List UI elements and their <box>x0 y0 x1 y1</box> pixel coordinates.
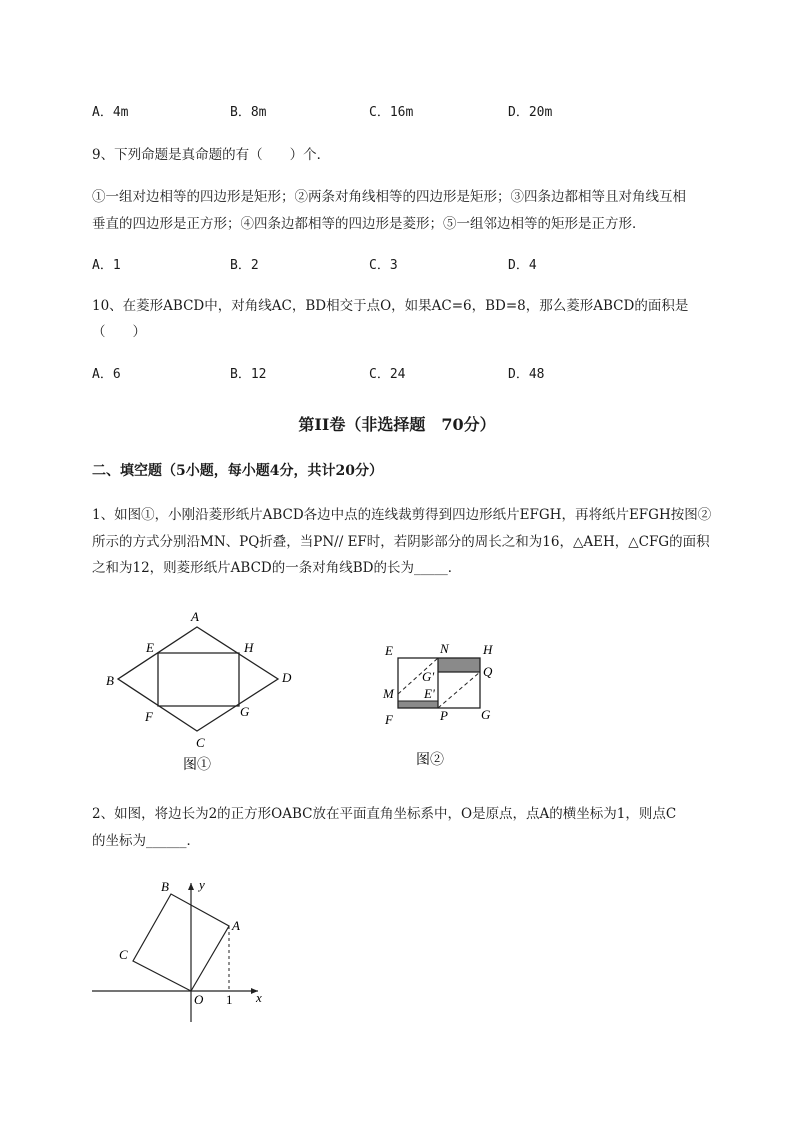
f2-text-line2: 的坐标为______． <box>92 833 200 849</box>
fig2-label-h: H <box>483 642 493 657</box>
fig3-label-a: A <box>232 918 240 933</box>
q9-text-line1: ①一组对边相等的四边形是矩形；②两条对角线相等的四边形是矩形；③四条边都相等且对角线互相 <box>92 189 686 205</box>
q10-option-a: A．6 <box>92 367 121 382</box>
fig1-caption: 图① <box>183 758 211 773</box>
q9-option-d: D．4 <box>508 258 537 273</box>
fig2-label-g: G <box>481 707 491 722</box>
fig2-label-q: Q <box>483 664 493 679</box>
q10-option-d: D．48 <box>508 367 545 382</box>
fig3-label-x: x <box>256 990 262 1005</box>
fig2-label-e: E <box>385 643 393 658</box>
fig2-label-p: P <box>440 708 448 723</box>
q9-stem: 9、下列命题是真命题的有（ ）个． <box>92 147 331 163</box>
q8-option-a: A．4m <box>92 105 129 120</box>
fig1-label-e: E <box>146 640 154 655</box>
fig1-label-g: G <box>240 704 250 719</box>
fig3-label-c: C <box>119 947 128 962</box>
fig1-label-c: C <box>196 735 205 750</box>
q8-option-c: C．16m <box>369 105 414 120</box>
q9-option-a: A．1 <box>92 258 121 273</box>
fig2-label-n: N <box>440 641 449 656</box>
fill-in-heading: 二、填空题（5小题，每小题4分，共计20分） <box>92 463 383 479</box>
q10-option-b: B．12 <box>230 367 267 382</box>
fig2-label-e-prime: E' <box>424 686 435 701</box>
f1-text-line1: 1、如图①，小刚沿菱形纸片ABCD各边中点的连线裁剪得到四边形纸片EFGH，再将纸片EFGH按图② <box>92 507 712 523</box>
section-title: 第II卷（非选择题 70分） <box>298 415 496 434</box>
q10-text-line2: （ ） <box>92 324 146 340</box>
fig2-caption: 图② <box>416 753 444 768</box>
q9-option-b: B．2 <box>230 258 259 273</box>
fig3-label-b: B <box>161 879 169 894</box>
q8-option-b: B．8m <box>230 105 267 120</box>
fig3-label-y: y <box>199 877 205 892</box>
fig1-label-f: F <box>145 709 153 724</box>
fig3-label-o: O <box>194 992 204 1007</box>
q9-text-line2: 垂直的四边形是正方形；④四条边都相等的四边形是菱形；⑤一组邻边相等的矩形是正方形． <box>92 216 646 232</box>
f1-text-line2: 所示的方式分别沿MN、PQ折叠，当PN// EF时，若阴影部分的周长之和为16，△AEH，△CFG的面积 <box>92 534 710 550</box>
q10-option-c: C．24 <box>369 367 406 382</box>
fig2-label-f: F <box>385 712 393 727</box>
f2-text-line1: 2、如图，将边长为2的正方形OABC放在平面直角坐标系中，O是原点，点A的横坐标为1，则点C <box>92 806 677 822</box>
fig1-label-h: H <box>244 640 254 655</box>
q10-text-line1: 10、在菱形ABCD中，对角线AC，BD相交于点O，如果AC=6，BD=8，那么菱形ABCD的面积是 <box>92 298 689 314</box>
fig1-label-d: D <box>282 670 292 685</box>
fig2-label-m: M <box>383 686 394 701</box>
fig1-label-a: A <box>191 609 199 624</box>
fig1-label-b: B <box>106 673 114 688</box>
q8-option-d: D．20m <box>508 105 553 120</box>
fig3-tick-1: 1 <box>226 992 233 1007</box>
f1-text-line3: 之和为12，则菱形纸片ABCD的一条对角线BD的长为_____． <box>92 560 462 576</box>
q9-option-c: C．3 <box>369 258 398 273</box>
fig2-label-g-prime: G' <box>422 669 435 684</box>
